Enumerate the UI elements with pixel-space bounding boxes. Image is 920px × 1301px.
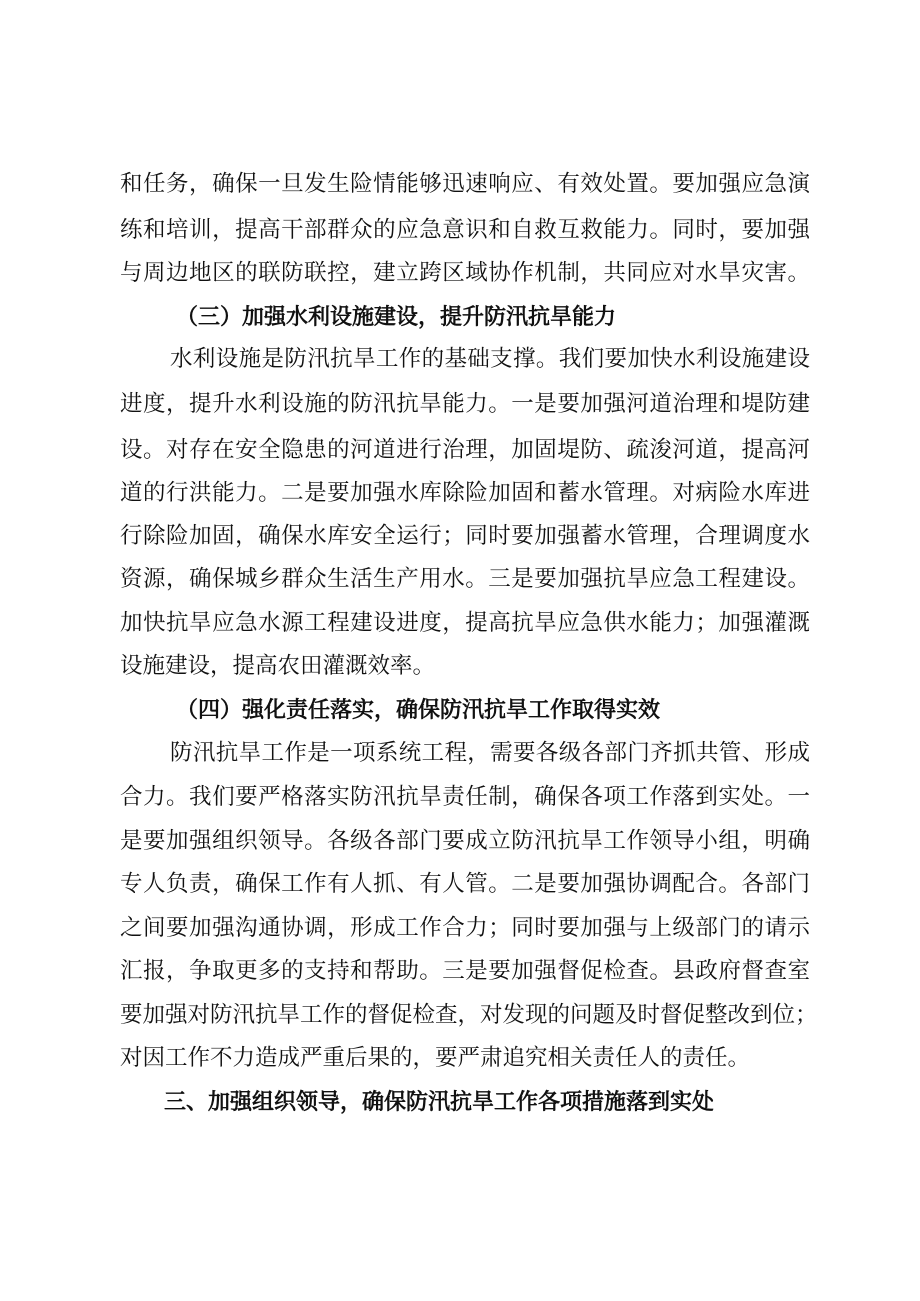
paragraph-line: 和任务，确保一旦发生险情能够迅速响应、有效处置。要加强应急演 bbox=[120, 171, 810, 197]
paragraph-line: 对因工作不力造成严重后果的，要严肃追究相关责任人的责任。 bbox=[120, 1045, 751, 1071]
paragraph-line: 加快抗旱应急水源工程建设进度，提高抗旱应急供水能力；加强灌溉 bbox=[120, 610, 810, 636]
paragraph-line: 设。对存在安全隐患的河道进行治理，加固堤防、疏浚河道，提高河 bbox=[120, 437, 810, 463]
paragraph-line: 之间要加强沟通协调，形成工作合力；同时要加强与上级部门的请示 bbox=[120, 915, 810, 941]
paragraph-line: 道的行洪能力。二是要加强水库除险加固和蓄水管理。对病险水库进 bbox=[120, 480, 810, 506]
paragraph-line: 水利设施是防汛抗旱工作的基础支撑。我们要加快水利设施建设 bbox=[170, 346, 810, 372]
paragraph-line: 设施建设，提高农田灌溉效率。 bbox=[120, 653, 436, 679]
paragraph-line: 行除险加固，确保水库安全运行；同时要加强蓄水管理，合理调度水 bbox=[120, 523, 810, 549]
section-heading: （四）强化责任落实，确保防汛抗旱工作取得实效 bbox=[176, 698, 661, 723]
paragraph-line: 汇报，争取更多的支持和帮助。三是要加强督促检查。县政府督查室 bbox=[120, 958, 810, 984]
paragraph-line: 是要加强组织领导。各级各部门要成立防汛抗旱工作领导小组，明确 bbox=[120, 828, 810, 854]
paragraph-line: 进度，提升水利设施的防汛抗旱能力。一是要加强河道治理和堤防建 bbox=[120, 391, 810, 417]
paragraph-line: 练和培训，提高干部群众的应急意识和自救互救能力。同时，要加强 bbox=[120, 217, 810, 243]
part-heading: 三、加强组织领导，确保防汛抗旱工作各项措施落到实处 bbox=[164, 1090, 715, 1115]
paragraph-line: 要加强对防汛抗旱工作的督促检查，对发现的问题及时督促整改到位； bbox=[120, 1002, 818, 1028]
paragraph-line: 防汛抗旱工作是一项系统工程，需要各级各部门齐抓共管、形成 bbox=[170, 740, 810, 766]
paragraph-line: 合力。我们要严格落实防汛抗旱责任制，确保各项工作落到实处。一 bbox=[120, 784, 810, 810]
section-heading: （三）加强水利设施建设，提升防汛抗旱能力 bbox=[176, 305, 617, 330]
paragraph-line: 与周边地区的联防联控，建立跨区域协作机制，共同应对水旱灾害。 bbox=[120, 260, 810, 286]
paragraph-line: 资源，确保城乡群众生活生产用水。三是要加强抗旱应急工程建设。 bbox=[120, 566, 810, 592]
paragraph-line: 专人负责，确保工作有人抓、有人管。二是要加强协调配合。各部门 bbox=[120, 871, 810, 897]
